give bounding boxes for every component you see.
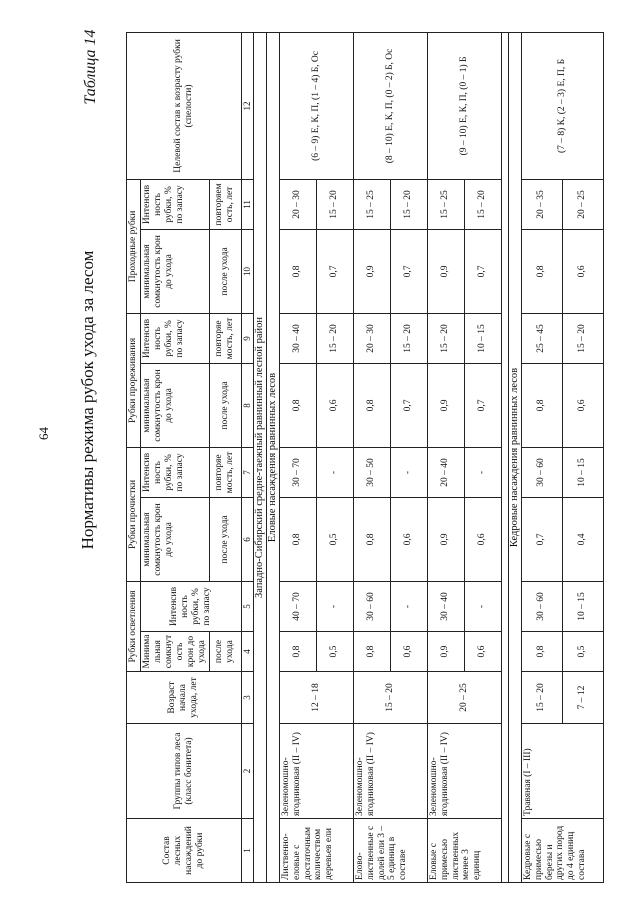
cell-value: 0,8 (279, 229, 316, 313)
column-number: 12 (241, 32, 253, 179)
cell-forest-group: Зеленомошно-ягодниковая (II – IV) (353, 724, 427, 819)
cell-value: 0,6 (390, 632, 427, 672)
region-title-row (253, 32, 266, 882)
cell-value: 0,7 (464, 363, 501, 447)
cell-value: 0,7 (390, 229, 427, 313)
cell-value: 25 – 45 (521, 313, 562, 363)
header-cut-passing: Проходные рубки (127, 179, 141, 313)
table-header (127, 32, 254, 882)
header-target: Целевой состав к возрасту рубки (спелости) (127, 32, 242, 179)
cell-age: 15 – 20 (521, 672, 562, 724)
cell-value: 0,6 (562, 363, 603, 447)
cell-value: 0,4 (562, 497, 603, 581)
cell-value: 20 – 30 (279, 179, 316, 229)
cell-forest-group: Зеленомошно-ягодниковая (II – IV) (427, 724, 501, 819)
cell-value: 30 – 70 (279, 447, 316, 497)
cell-value: 15 – 20 (390, 179, 427, 229)
header-composition: Состав лесных насаждений до рубки (127, 819, 242, 883)
header-after-care: после ухода (209, 363, 241, 447)
cell-composition: Еловые с примесью лиственных менее 3 единиц (427, 819, 501, 883)
cell-value: 15 – 20 (427, 313, 464, 363)
header-intensity: Интенсив ность рубки, % по запасу (141, 313, 210, 363)
page-number: 64 (36, 427, 51, 440)
page-title: Нормативы режима рубок ухода за лесом (78, 250, 97, 550)
cell-value: 15 – 20 (464, 179, 501, 229)
cell-value: 10 – 15 (562, 447, 603, 497)
cell-value: 0,7 (521, 497, 562, 581)
column-number: 3 (241, 672, 253, 724)
cell-value: 0,5 (316, 497, 353, 581)
cell-value: 0,8 (279, 632, 316, 672)
cell-value: - (464, 447, 501, 497)
section-title-row (508, 32, 521, 882)
cell-value: 20 – 35 (521, 179, 562, 229)
table-row (279, 32, 316, 882)
header-min-closure: Минима льная сомкнут ость крон до ухода (141, 632, 210, 672)
cell-target: (8 – 10) Е, К, П, (0 – 2) Б, Ос (353, 32, 427, 179)
spacer-cell (501, 32, 508, 882)
cell-value: 30 – 40 (279, 313, 316, 363)
cell-value: 20 – 30 (353, 313, 390, 363)
column-number: 1 (241, 819, 253, 883)
section-title: Кедровые насаждения равнинных лесов (508, 32, 521, 882)
header-after-care: после ухода (209, 229, 241, 313)
cell-value: 0,5 (562, 632, 603, 672)
header-cut-thinning: Рубки прореживания (127, 313, 141, 447)
cell-value: 0,8 (521, 229, 562, 313)
header-intensity: Интенсив ность рубки, % по запасу (141, 447, 210, 497)
cell-value: 0,6 (562, 229, 603, 313)
cell-value: 0,9 (427, 497, 464, 581)
column-number: 7 (241, 447, 253, 497)
cell-value: 0,6 (316, 363, 353, 447)
cell-value: 10 – 15 (562, 581, 603, 631)
header-forest-group: Группы типов леса (класс бонитета) (127, 724, 242, 819)
cell-value: 40 – 70 (279, 581, 316, 631)
header-cut-cleaning: Рубки прочистки (127, 447, 141, 581)
header-age: Возраст начала ухода, лет (127, 672, 242, 724)
cell-value: - (464, 581, 501, 631)
cell-value: 0,8 (521, 363, 562, 447)
cell-value: 30 – 60 (521, 581, 562, 631)
header-repeat: повторяе мость, лет (209, 313, 241, 363)
cell-target: (6 – 9) Е, К, П, (1 – 4) Б, Ос (279, 32, 353, 179)
header-min-closure: минимальная сомкнутость крон до ухода (141, 497, 210, 581)
cell-value: 0,8 (353, 632, 390, 672)
cell-value: 0,7 (390, 363, 427, 447)
column-number-row (241, 32, 253, 882)
cell-composition: Лиственно-еловые с достаточным количеством деревьев ели (279, 819, 353, 883)
table-caption: Таблица 14 (82, 29, 99, 105)
column-number: 6 (241, 497, 253, 581)
spacer-row (501, 32, 508, 882)
cell-composition: Елово-лиственные с долей ели 3 – 5 единиц в составе (353, 819, 427, 883)
cell-forest-group: Зеленомошно-ягодниковая (II – IV) (279, 724, 353, 819)
cell-value: 30 – 50 (353, 447, 390, 497)
cell-value: 0,8 (521, 632, 562, 672)
cell-value: 15 – 20 (316, 179, 353, 229)
header-repeat: повторяе мость, лет (209, 447, 241, 497)
cell-value: 20 – 40 (427, 447, 464, 497)
column-number: 5 (241, 581, 253, 631)
cell-value: 0,8 (353, 497, 390, 581)
cell-value: 0,6 (464, 632, 501, 672)
header-intensity: Интенсив ность рубки, % по запасу (141, 179, 210, 229)
header-after-care: после ухода (209, 632, 241, 672)
cell-forest-group: Травяная (I – III) (521, 724, 603, 819)
header-min-closure: минимальная сомкнутость крон до ухода (141, 363, 210, 447)
cell-value: - (316, 581, 353, 631)
cell-value: 10 – 15 (464, 313, 501, 363)
table-body (253, 32, 603, 882)
cell-value: - (316, 447, 353, 497)
cell-value: 0,8 (279, 363, 316, 447)
cell-target: (9 – 10) Е, К, П, (0 – 1) Б (427, 32, 501, 179)
cell-value: 0,9 (427, 632, 464, 672)
section-title-row (266, 32, 279, 882)
cell-value: 0,6 (464, 497, 501, 581)
header-repeat: повторяем ость, лет (209, 179, 241, 229)
section-title: Еловые насаждения равнинных лесов (266, 32, 279, 882)
cell-value: 15 – 25 (353, 179, 390, 229)
cell-target: (7 – 8) К, (2 – 3) Е, П, Б (521, 32, 603, 179)
column-number: 10 (241, 229, 253, 313)
table-row (353, 32, 390, 882)
norms-table (126, 32, 604, 883)
rotated-table-wrapper (126, 33, 588, 883)
cell-value: 15 – 25 (427, 179, 464, 229)
table-row (427, 32, 464, 882)
header-after-care: после ухода (209, 497, 241, 581)
cell-value: 15 – 20 (562, 313, 603, 363)
cell-value: 0,8 (353, 363, 390, 447)
cell-value: - (390, 447, 427, 497)
header-min-closure: минимальная сомкнутость крон до ухода (141, 229, 210, 313)
cell-composition: Кедровые с примесью березы и других пород до 4 единиц состава (521, 819, 603, 883)
region-title: Западно-Сибирский средне-таежный равнинный лесной район (253, 32, 266, 882)
cell-age: 15 – 20 (353, 672, 427, 724)
cell-value: 30 – 60 (521, 447, 562, 497)
cell-value: 0,7 (316, 229, 353, 313)
cell-age: 20 – 25 (427, 672, 501, 724)
cell-value: 0,9 (353, 229, 390, 313)
cell-value: 30 – 40 (427, 581, 464, 631)
cell-value: 15 – 20 (316, 313, 353, 363)
column-number: 2 (241, 724, 253, 819)
header-intensity: Интенсив ность рубки, % по запасу (141, 581, 242, 631)
cell-value: 0,7 (464, 229, 501, 313)
column-number: 9 (241, 313, 253, 363)
cell-value: 0,5 (316, 632, 353, 672)
cell-value: 0,9 (427, 363, 464, 447)
cell-age: 7 – 12 (562, 672, 603, 724)
cell-value: 15 – 20 (390, 313, 427, 363)
cell-value: - (390, 581, 427, 631)
header-cut-lighting: Рубки осветления (127, 581, 141, 671)
column-number: 4 (241, 632, 253, 672)
cell-value: 0,6 (390, 497, 427, 581)
column-number: 8 (241, 363, 253, 447)
cell-age: 12 – 18 (279, 672, 353, 724)
cell-value: 0,9 (427, 229, 464, 313)
column-number: 11 (241, 179, 253, 229)
cell-value: 0,8 (279, 497, 316, 581)
table-row (521, 32, 562, 882)
cell-value: 20 – 25 (562, 179, 603, 229)
cell-value: 30 – 60 (353, 581, 390, 631)
